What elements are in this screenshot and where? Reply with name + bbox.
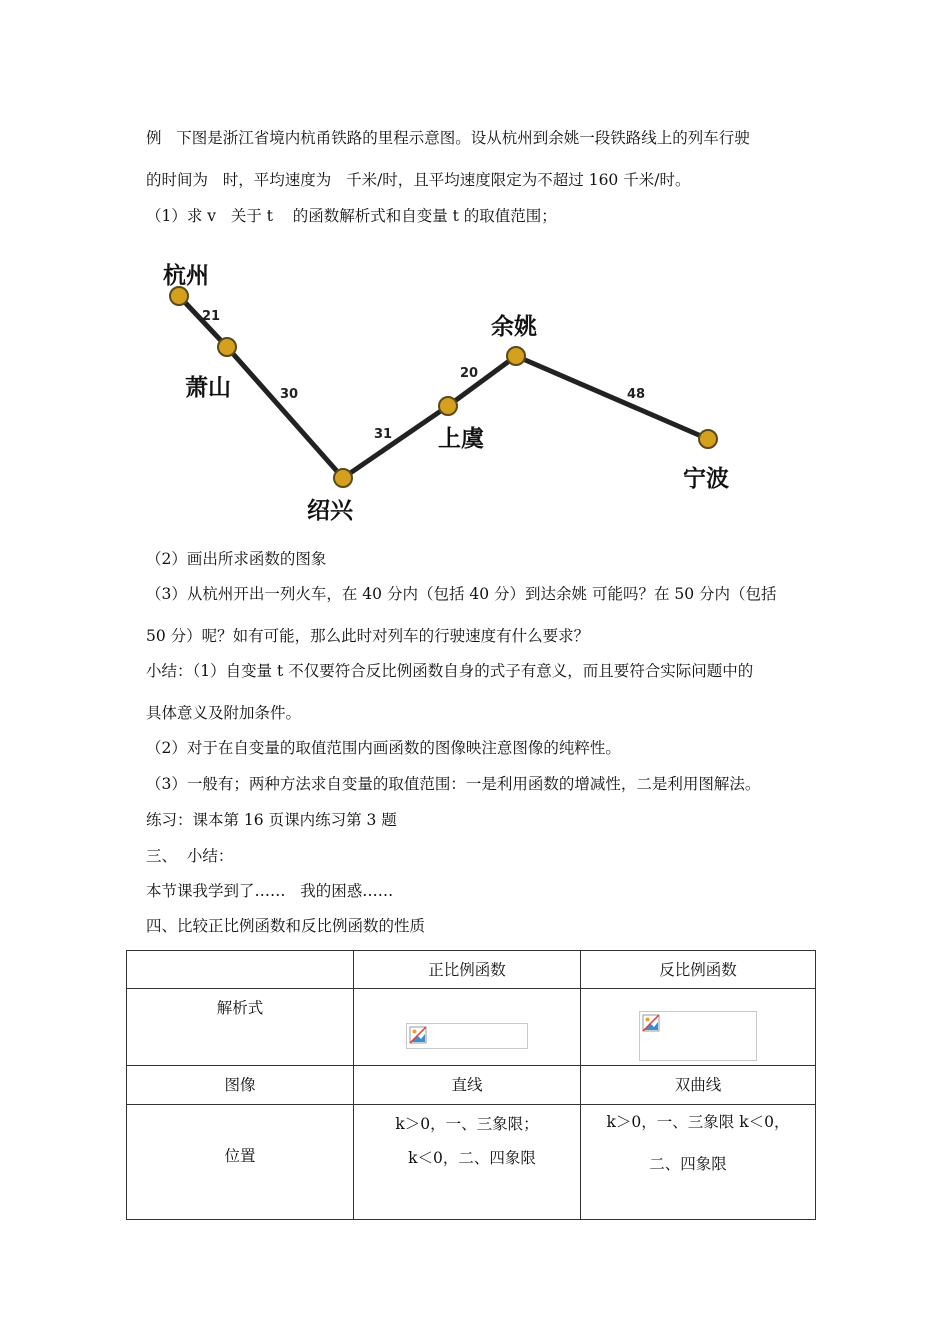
table-row [127,951,816,989]
question-3-line2: 50 分）呢？如有可能，那么此时对列车的行驶速度有什么要求？ [146,627,590,645]
station-dot-shangyu [439,397,457,415]
station-dot-shaoxing [334,469,352,487]
station-dot-yuyao [507,347,525,365]
row-label-formula: 解析式 [127,989,354,1066]
broken-image-icon [642,1014,660,1032]
broken-image-icon [409,1026,427,1044]
inverse-formula-image [639,1011,757,1061]
station-label-ningbo: 宁波 [683,466,729,492]
exercise-line: 练习：课本第 16 页课内练习第 3 题 [146,811,397,829]
segment-shaoxing-shangyu [343,406,448,478]
station-label-hangzhou: 杭州 [163,263,209,289]
section-3-heading: 三、 小结： [146,847,234,865]
station-label-xiaoshan: 萧山 [185,375,231,401]
problem-intro-line1: 例 下图是浙江省境内杭甬铁路的里程示意图。设从杭州到余姚一段铁路线上的列车行驶 [146,129,750,147]
railway-mileage-diagram [150,250,750,530]
segment-yuyao-ningbo [516,356,708,439]
problem-intro-line2: 的时间为 时，平均速度为 千米/时，且平均速度限定为不超过 160 千米/时。 [146,171,691,189]
section-4-heading: 四、比较正比例函数和反比例函数的性质 [146,917,426,935]
station-label-shangyu: 上虞 [438,426,484,452]
inverse-position-cell: k＞0，一、三象限 k＜0， 二、四象限 [581,1105,816,1220]
distance-label-sy-yy: 20 [460,366,479,381]
table-row [127,1105,816,1220]
station-dot-xiaoshan [218,338,236,356]
table-row [127,1066,816,1105]
row-label-position: 位置 [127,1105,354,1220]
summary-1-line2: 具体意义及附加条件。 [146,704,302,722]
summary-2: （2）对于在自变量的取值范围内画函数的图像映注意图像的纯粹性。 [146,739,621,757]
station-dot-hangzhou [170,287,188,305]
inverse-graph-cell: 双曲线 [581,1066,816,1105]
header-cell-empty [127,951,354,989]
table-row [127,989,816,1066]
question-3-line1: （3）从杭州开出一列火车，在 40 分内（包括 40 分）到达余姚 可能吗？在 50 分内（包括 [146,585,777,603]
header-cell-inverse: 反比例函数 [581,951,816,989]
segment-xiaoshan-shaoxing [227,347,343,478]
station-label-shaoxing: 绍兴 [307,498,353,524]
station-label-yuyao: 余姚 [491,314,537,340]
question-2: （2）画出所求函数的图象 [146,550,327,568]
inverse-formula-cell [581,989,816,1066]
distance-label-yy-nb: 48 [627,387,646,402]
distance-label-xs-sx: 30 [280,387,299,402]
comparison-table [126,950,816,1220]
direct-graph-cell: 直线 [354,1066,581,1105]
question-1: （1）求 v 关于 t 的函数解析式和自变量 t 的取值范围； [146,207,557,225]
segment-shangyu-yuyao [448,356,516,406]
direct-position-cell: k＞0，一、三象限； k＜0，二、四象限 [354,1105,581,1220]
learned-and-questions: 本节课我学到了…… 我的困惑…… [146,882,394,900]
direct-formula-cell [354,989,581,1066]
distance-label-sx-sy: 31 [374,427,393,442]
distance-label-hz-xs: 21 [202,309,221,324]
row-label-graph: 图像 [127,1066,354,1105]
station-dot-ningbo [699,430,717,448]
summary-3: （3）一般有；两种方法求自变量的取值范围：一是利用函数的增减性，二是利用图解法。 [146,775,761,793]
header-cell-direct: 正比例函数 [354,951,581,989]
direct-formula-image [406,1023,528,1049]
summary-1-line1: 小结：（1）自变量 t 不仅要符合反比例函数自身的式子有意义，而且要符合实际问题中的 [146,662,754,680]
